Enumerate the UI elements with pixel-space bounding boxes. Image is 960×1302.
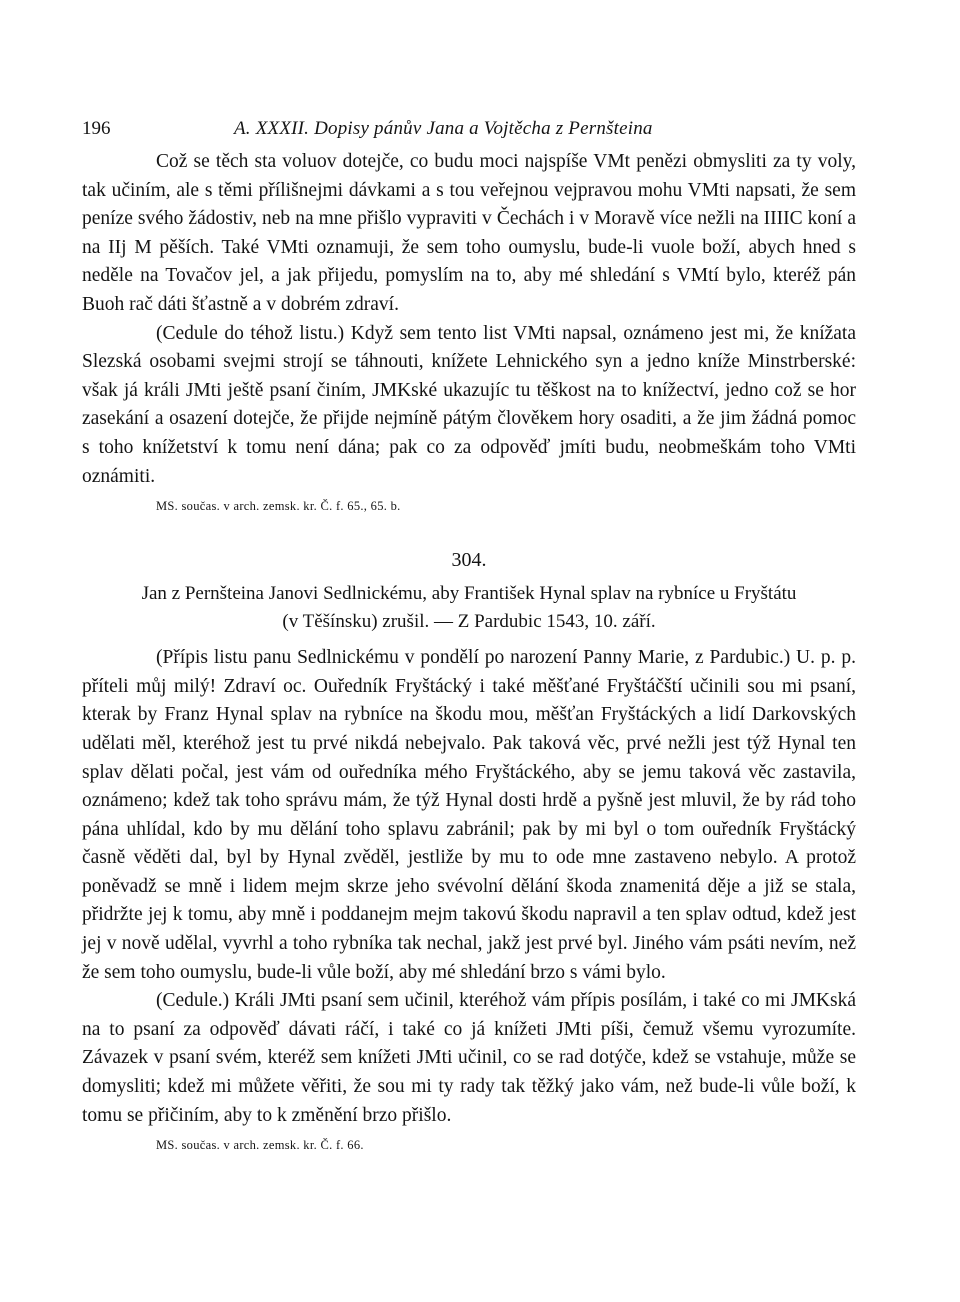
page-header <box>82 104 856 144</box>
letter-303-source-note: MS. součas. v arch. zemsk. kr. Č. f. 65., 65. b. <box>156 499 401 514</box>
document-heading-line-1: Jan z Pernšteina Janovi Sedlnickému, aby František Hynal splav na rybníce u Fryštátu <box>141 583 797 605</box>
letter-304-source-note: MS. součas. v arch. zemsk. kr. Č. f. 66. <box>156 1138 364 1153</box>
page <box>82 104 856 1154</box>
document-heading <box>82 580 856 636</box>
document-number: 304. <box>451 549 487 572</box>
letter-303-paragraph-1: Což se těch sta voluov dotejče, co budu moci najspíše VMt penězi obmysliti za ty voly, tak učiním, ale s těmi přílišnejmi dávkami a s tou veřejnou vejpravou mohu VMti napsati, že sem peníze svého žádostiv, neb na mne přišlo vypraviti v Čechách i v Moravě více nežli na IIIIC koní a na IIj M pěších. Také VMti oznamuji, že sem toho oumyslu, bude-li vuole boží, abych hned s neděle na Tovačov jel, a jak přijedu, pomyslím na to, aby mé shledání s VMtí bylo, kteréž pán Buoh rač dáti šťastně a v dobrém zdraví. <box>82 151 856 315</box>
running-title: A. XXXII. Dopisy pánův Jana a Vojtěcha z Pernšteina <box>234 118 653 139</box>
page-number: 196 <box>82 118 111 139</box>
letter-303-paragraph-2: (Cedule do téhož listu.) Když sem tento list VMti napsal, oznámeno jest mi, že knížata Slezská osobami svejmi strojí se táhnouti, knížete Lehnického syn a jedno kníže Minstrberské: však já králi JMti ještě psaní činím, JMKské ukazujíc tu těškost na to knížectví, jedno což se hor zasekání a osazení dotejče, že přijde nejmíně pátým člověkem hory osaditi, a že jim žádná pomoc s toho knížetství k tomu není dána; pak co za odpověď jmíti budu, neobmeškám toho VMti oznámiti. <box>82 322 856 487</box>
document-heading-line-2: (v Těšínsku) zrušil. — Z Pardubic 1543, 10. září. <box>282 611 656 633</box>
letter-304-paragraph-1: (Přípis listu panu Sedlnickému v pondělí po narození Panny Marie, z Pardubic.) U. p. p. příteli můj milý! Zdraví oc. Ouředník Fryštácký i také měšťané Fryštáčští učinili sou mi psaní, kterak by Franz Hynal splav na rybníce na škodu mou, měšťan Fryštáckých a lidí Darkovských udělati měl, kteréhož jest tu prvé nikdá nebejvalo. Pak taková věc, prvé nežli jest týž Hynal ten splav dělati počal, jest vám od ouředníka mého Fryštáckého, aby se jemu taková věc zastavila, oznámeno; kdež tak toho správu mám, že týž Hynal dosti hrdě a pyšně jest mluvil, že by rád toho pána uhlídal, kdo by mu dělání toho splavu zabránil; pak by mi byl o tom ouředník Fryštácký časně věděti dal, byl by Hynal zvěděl, jestliže by mu to ode mne zastaveno nebylo. A protož poněvadž se mně i lidem mejm skrze jeho svévolní dělání škoda znamenitá děje a již se stala, přidržte jej k tomu, aby mně i poddanejm mejm takovú škodu napravil a ten splav odtud, kdež jest jej v nově udělal, vyvrhl a toho rybníka tak nechal, jakž jest prvé byl. Jiného vám psáti nevím, než že sem toho oumyslu, bude-li vůle boží, aby mé shledání brzo s vámi bylo. <box>82 647 856 983</box>
letter-304-paragraph-2: (Cedule.) Králi JMti psaní sem učinil, kteréhož vám přípis posílám, i také co mi JMKská na to psaní za odpověď dávati ráčí, i také co já knížeti JMti píši, čemuž všemu vyrozumíte. Závazek v psaní svém, kteréž sem knížeti JMti učinil, co se rad dotýče, kdež se vstahuje, může se domysliti; kdež mi můžete věřiti, že sou mi ty rady tak těžký jako vám, než bude-li vůle boží, k tomu se přičiním, aby to k změnění brzo přišlo. <box>82 990 856 1126</box>
